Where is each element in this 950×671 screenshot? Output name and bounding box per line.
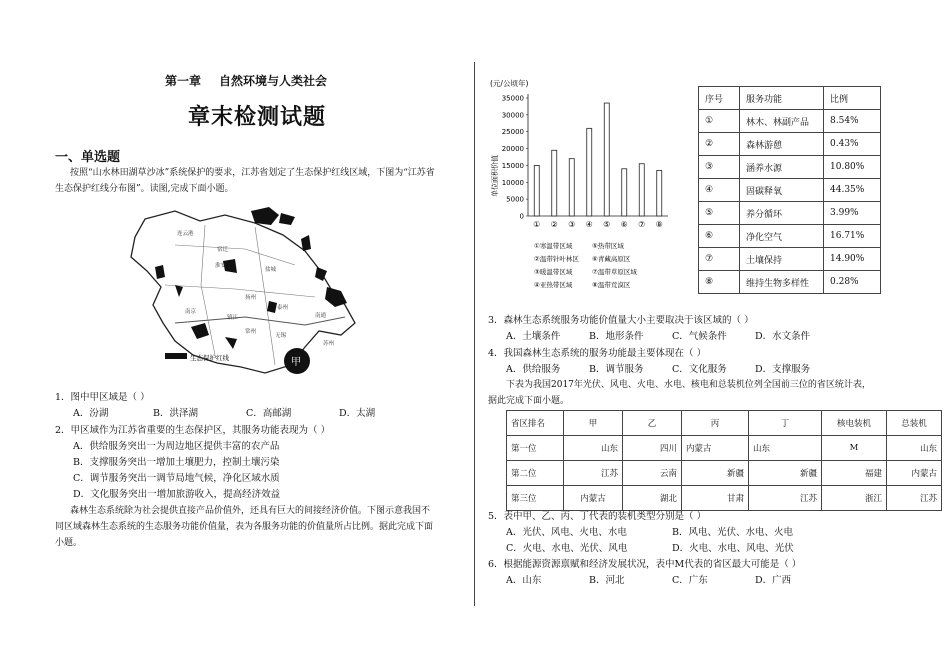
chart-legend-entry: ⑦温带草原区域: [592, 268, 637, 276]
table-header-cell: 乙: [623, 411, 682, 436]
chart-bar: [604, 103, 609, 216]
table-cell: 0.28%: [824, 271, 881, 294]
table-cell: 浙江: [822, 486, 887, 511]
table-cell: 维持生物多样性: [740, 271, 824, 294]
table-cell: 云南: [623, 461, 682, 486]
table-cell: ⑤: [699, 202, 740, 225]
chapter-number: 第一章: [165, 74, 202, 88]
map-place-label: 南通: [315, 313, 327, 319]
table-header-cell: 总装机: [887, 411, 942, 436]
page-title: 章末检测试题: [188, 105, 327, 130]
column-divider: [474, 62, 475, 606]
table-cell: 10.80%: [824, 156, 881, 179]
q6-stem: 6．根据能源资源禀赋和经济发展状况，表中M代表的省区最大可能是（ ）: [488, 559, 802, 570]
table-cell: 第二位: [507, 461, 564, 486]
chart-y-tick-label: 30000: [501, 111, 524, 120]
q5-option-d[interactable]: D．火电、水电、风电、光伏: [672, 543, 794, 554]
table-row: [507, 436, 942, 461]
q2-option-d[interactable]: D．文化服务突出一增加旅游收入，提高经济效益: [73, 489, 281, 500]
table-cell: 养分循环: [740, 202, 824, 225]
table-cell: 8.54%: [824, 110, 881, 133]
table-header-row: [699, 87, 881, 110]
table-cell: 固碳释氧: [740, 179, 824, 202]
table-row: [699, 133, 881, 156]
chart-legend-entry: ①寒温带区域: [534, 242, 573, 250]
chart-x-tick-label: ④: [585, 220, 593, 229]
chart-bar: [534, 165, 539, 216]
chart-bar: [569, 159, 574, 216]
table-cell: 山东: [749, 436, 822, 461]
intro-paragraph-3-line-2: 据此完成下面小题。: [488, 396, 570, 406]
table-row: [699, 225, 881, 248]
table-cell: 新疆: [682, 461, 749, 486]
chart-bar: [552, 150, 557, 216]
table-header-cell: 服务功能: [740, 87, 824, 110]
q1-option-a[interactable]: A．汾湖: [73, 408, 109, 419]
chart-bar: [622, 169, 627, 216]
chart-y-tick-label: 15000: [501, 161, 524, 170]
chart-x-tick-label: ⑦: [638, 220, 646, 229]
q2-option-a[interactable]: A．供给服务突出一为周边地区提供丰富的农产品: [73, 441, 280, 452]
table-cell: 福建: [822, 461, 887, 486]
map-place-label: 宿迁: [217, 247, 229, 253]
table-cell: 林木、林副产品: [740, 110, 824, 133]
q4-stem: 4．我国森林生态系统的服务功能最主要体现在（ ）: [488, 348, 707, 359]
chart-y-tick-label: 0: [519, 212, 524, 221]
installed-capacity-table: [506, 410, 942, 511]
chart-legend-entry: ⑧温带荒漠区: [592, 281, 631, 289]
q5-option-a[interactable]: A．光伏、风电、火电、水电: [506, 527, 627, 538]
table-cell: 第一位: [507, 436, 564, 461]
table-header-cell: 序号: [699, 87, 740, 110]
chart-y-tick-label: 20000: [501, 145, 524, 154]
q1-option-b[interactable]: B．洪泽湖: [153, 408, 198, 419]
q6-option-a[interactable]: A．山东: [506, 575, 542, 586]
map-place-label: 盐城: [265, 267, 277, 273]
table-header-cell: 丙: [682, 411, 749, 436]
table-cell: 14.90%: [824, 248, 881, 271]
intro-paragraph-2-line-2: 同区域森林生态系统的生态服务功能价值量，表为各服务功能的价值量所占比例。据此完成下面: [55, 522, 434, 532]
chart-x-tick-label: ⑤: [603, 220, 611, 229]
chart-bar: [639, 164, 644, 216]
table-cell: 土壤保持: [740, 248, 824, 271]
q1-stem: 1．图中甲区域是（ ）: [55, 392, 150, 403]
table-cell: 涵养水源: [740, 156, 824, 179]
q2-stem: 2．甲区域作为江苏省重要的生态保护区，其服务功能表现为（ ）: [55, 425, 331, 436]
map-place-label: 泰州: [277, 305, 289, 311]
table-cell: M: [822, 436, 887, 461]
q6-option-b[interactable]: B．河北: [589, 575, 625, 586]
table-cell: 内蒙古: [682, 436, 749, 461]
q3-stem: 3．森林生态系统服务功能价值量大小主要取决于该区域的（ ）: [488, 315, 754, 326]
service-function-table: [698, 86, 881, 294]
chart-bar: [587, 128, 592, 216]
table-cell: 0.43%: [824, 133, 881, 156]
table-row: [699, 179, 881, 202]
intro-paragraph-2-line-1: 森林生态系统除为社会提供直接产品价值外，还具有巨大的间接经济价值。下图示意我国不: [70, 506, 431, 516]
q5-stem: 5．表中甲、乙、丙、丁代表的装机类型分别是（ ）: [488, 511, 707, 522]
q1-option-d[interactable]: D．太湖: [339, 408, 376, 419]
table-row: [507, 486, 942, 511]
table-cell: ⑧: [699, 271, 740, 294]
q2-option-b[interactable]: B．支撑服务突出一增加土壤肥力，控制土壤污染: [73, 457, 280, 468]
q5-option-c[interactable]: C．火电、水电、光伏、风电: [506, 543, 628, 554]
map-place-label: 连云港: [177, 231, 194, 237]
section-title: 一、单选题: [55, 150, 121, 165]
table-cell: 山东: [564, 436, 623, 461]
table-header-cell: 省区排名: [507, 411, 564, 436]
table-cell: ③: [699, 156, 740, 179]
table-cell: 江苏: [887, 486, 942, 511]
chart-y-unit: (元/公顷年): [490, 79, 529, 88]
q1-option-c[interactable]: C．高邮湖: [246, 408, 292, 419]
q3-option-b[interactable]: B．地形条件: [589, 331, 644, 342]
table-cell: 3.99%: [824, 202, 881, 225]
redline-area: [251, 207, 279, 225]
table-header-cell: 比例: [824, 87, 881, 110]
legend-swatch: [165, 353, 187, 359]
table-header-cell: 丁: [749, 411, 822, 436]
chart-y-tick-label: 5000: [506, 195, 524, 204]
province-outline: [131, 211, 355, 373]
q4-option-c[interactable]: C．文化服务: [672, 364, 727, 375]
map-place-label: 南京: [185, 309, 197, 315]
table-cell: 内蒙古: [564, 486, 623, 511]
forest-value-bar-chart: [488, 76, 688, 306]
q6-option-d[interactable]: D．广西: [755, 575, 792, 586]
table-cell: 第三位: [507, 486, 564, 511]
table-cell: 内蒙古: [887, 461, 942, 486]
intro-paragraph-1-line-1: 按照“山水林田湖草沙冰”系统保护的要求，江苏省划定了生态保护红线区域，下图为“江苏省: [70, 168, 435, 178]
intro-paragraph-1-line-2: 生态保护红线分布图”。读图,完成下面小题。: [55, 184, 234, 194]
table-header-cell: 甲: [564, 411, 623, 436]
chart-y-tick-label: 10000: [501, 178, 524, 187]
q5-option-b[interactable]: B．风电、光伏、水电、火电: [672, 527, 793, 538]
q6-option-c[interactable]: C．广东: [672, 575, 708, 586]
q4-option-b[interactable]: B．调节服务: [589, 364, 644, 375]
table-cell: 新疆: [749, 461, 822, 486]
map-place-label: 淮安: [215, 263, 227, 269]
map-place-label: 扬州: [245, 295, 257, 301]
q2-option-c[interactable]: C．调节服务突出一调节局地气候，净化区域水质: [73, 473, 280, 484]
q4-option-d[interactable]: D．支撑服务: [755, 364, 811, 375]
map-place-label: 镇江: [227, 315, 239, 321]
q3-option-a[interactable]: A．土壤条件: [506, 331, 561, 342]
table-cell: 江苏: [564, 461, 623, 486]
table-row: [699, 156, 881, 179]
jiangsu-ecological-redline-map: [105, 205, 365, 377]
chart-x-tick-label: ①: [533, 220, 541, 229]
table-row: [699, 110, 881, 133]
chart-x-tick-label: ③: [568, 220, 576, 229]
chapter-title: 自然环境与人类社会: [219, 74, 328, 88]
legend-label: 生态保护红线: [190, 354, 229, 362]
table-cell: 湖北: [623, 486, 682, 511]
q3-option-c[interactable]: C．气候条件: [672, 331, 727, 342]
chart-legend-entry: ⑤热带区域: [592, 242, 624, 250]
redline-area: [279, 213, 295, 225]
table-cell: 16.71%: [824, 225, 881, 248]
chart-legend-entry: ②温带针叶林区: [534, 255, 579, 263]
table-cell: ②: [699, 133, 740, 156]
table-cell: 山东: [887, 436, 942, 461]
table-cell: ④: [699, 179, 740, 202]
chapter-heading: [165, 72, 345, 89]
table-row: [507, 461, 942, 486]
table-cell: 44.35%: [824, 179, 881, 202]
table-cell: 四川: [623, 436, 682, 461]
table-cell: 甘肃: [682, 486, 749, 511]
table-row: [699, 271, 881, 294]
chart-legend-entry: ④亚热带区域: [534, 281, 573, 289]
chart-legend-entry: ⑥青藏高原区: [592, 255, 631, 263]
chart-x-tick-label: ②: [550, 220, 558, 229]
table-cell: 江苏: [749, 486, 822, 511]
map-place-label: 无锡: [275, 333, 287, 339]
intro-paragraph-2-line-3: 小题。: [55, 538, 83, 548]
chart-y-tick-label: 25000: [501, 128, 524, 137]
q3-option-d[interactable]: D．水文条件: [755, 331, 811, 342]
map-place-label: 苏州: [323, 341, 335, 347]
table-header-cell: 核电装机: [822, 411, 887, 436]
q4-option-a[interactable]: A．供给服务: [506, 364, 561, 375]
map-place-label: 常州: [245, 329, 257, 335]
chart-x-tick-label: ⑥: [620, 220, 628, 229]
table-cell: ⑥: [699, 225, 740, 248]
intro-paragraph-3-line-1: 下表为我国2017年光伏、风电、火电、水电、核电和总装机位列全国前三位的省区统计表，: [506, 380, 871, 390]
chart-y-axis-label: 单位面积价值: [491, 155, 499, 197]
area-jia-label: 甲: [291, 357, 301, 368]
table-cell: ⑦: [699, 248, 740, 271]
table-cell: 净化空气: [740, 225, 824, 248]
table-cell: ①: [699, 110, 740, 133]
chart-y-tick-label: 35000: [501, 94, 524, 103]
table-header-row: [507, 411, 942, 436]
table-cell: 森林游憩: [740, 133, 824, 156]
table-row: [699, 202, 881, 225]
chart-legend-entry: ③暖温带区域: [534, 268, 573, 276]
chart-x-tick-label: ⑧: [655, 220, 663, 229]
chart-bar: [657, 170, 662, 216]
table-row: [699, 248, 881, 271]
